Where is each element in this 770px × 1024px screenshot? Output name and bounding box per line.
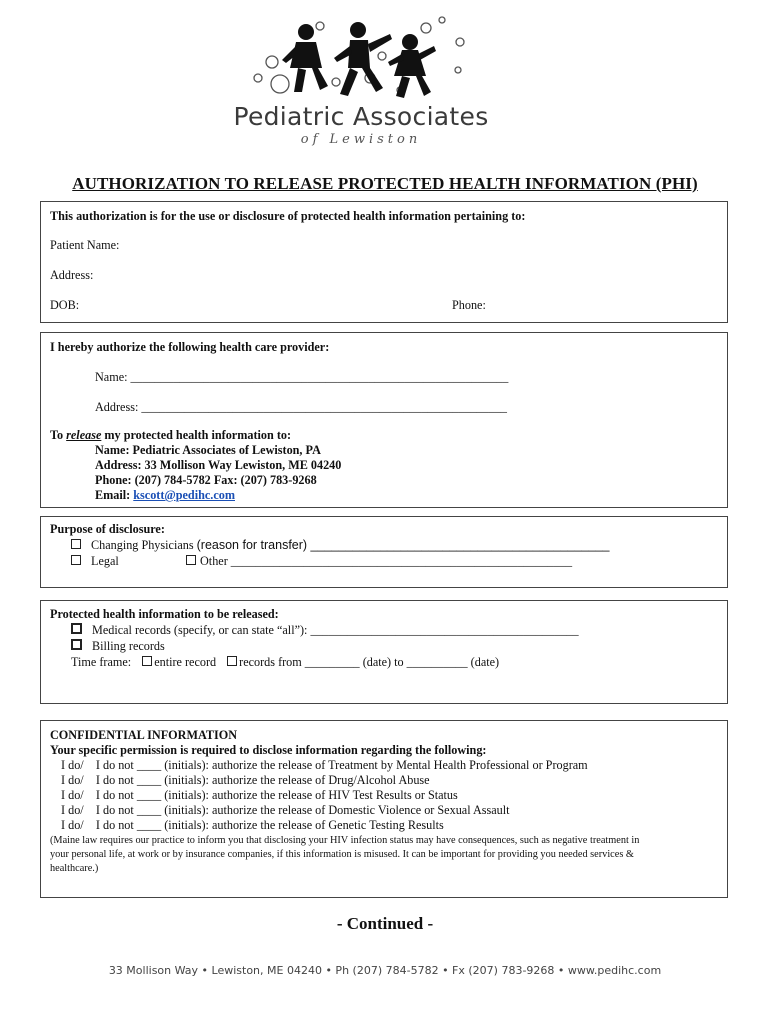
release-to-post: my protected health information to: bbox=[101, 428, 292, 442]
checkbox-legal[interactable] bbox=[71, 555, 81, 565]
email-label: Email: bbox=[95, 488, 134, 502]
document-title: AUTHORIZATION TO RELEASE PROTECTED HEALTH INFORMATION (PHI) bbox=[72, 174, 698, 193]
phi-option-medical-records[interactable] bbox=[71, 623, 579, 638]
reason-for-transfer-field[interactable]: (reason for transfer) ___________________________________________ bbox=[196, 538, 610, 552]
consent-item-drug-alcohol[interactable]: I do/ I do not ____ (initials): authorize the release of Drug/Alcohol Abuse bbox=[61, 773, 430, 787]
purpose-option-changing-physicians[interactable] bbox=[71, 538, 610, 553]
release-word: release bbox=[66, 428, 102, 442]
checkbox-other[interactable] bbox=[186, 555, 196, 565]
purpose-option-legal[interactable] bbox=[71, 554, 119, 569]
confidential-heading: CONFIDENTIAL INFORMATION bbox=[50, 728, 238, 742]
provider-heading: I hereby authorize the following health care provider: bbox=[50, 340, 330, 354]
consent-item-genetic-testing[interactable]: I do/ I do not ____ (initials): authorize the release of Genetic Testing Results bbox=[61, 818, 444, 832]
option-label: Legal bbox=[91, 554, 119, 568]
patient-name-label[interactable]: Patient Name: bbox=[50, 238, 120, 252]
recipient-address: Address: 33 Mollison Way Lewiston, ME 04240 bbox=[95, 458, 342, 472]
footer-address: 33 Mollison Way • Lewiston, ME 04240 • Ph (207) 784-5782 • Fx (207) 783-9268 • www.pedihc.com bbox=[108, 964, 662, 977]
release-to-heading bbox=[50, 428, 291, 443]
option-label: Billing records bbox=[92, 639, 165, 653]
records-from-field[interactable]: records from _________ (date) to __________ (date) bbox=[239, 655, 500, 669]
option-label: entire record bbox=[154, 655, 217, 669]
email-link[interactable]: kscott@pedihc.com bbox=[133, 488, 235, 502]
phi-heading: Protected health information to be released: bbox=[50, 607, 279, 621]
patient-section-intro: This authorization is for the use or disclosure of protected health information pertaining to: bbox=[50, 209, 526, 223]
hiv-note-line-3: healthcare.) bbox=[50, 863, 99, 874]
consent-item-hiv[interactable]: I do/ I do not ____ (initials): authorize the release of HIV Test Results or Status bbox=[61, 788, 458, 802]
option-label: Other ________________________________________________________ bbox=[200, 554, 573, 568]
provider-section bbox=[40, 332, 728, 508]
logo bbox=[220, 12, 500, 152]
patient-info-section bbox=[40, 201, 728, 323]
recipient-email-row bbox=[95, 488, 235, 503]
option-label: Medical records (specify, or can state “all”): ____________________________________________ bbox=[92, 623, 579, 637]
checkbox-records-from[interactable] bbox=[227, 656, 237, 666]
hiv-note-line-1: (Maine law requires our practice to inform you that disclosing your HIV infection status may have consequences, such as negative treatment in bbox=[50, 835, 640, 846]
checkbox-medical-records[interactable] bbox=[71, 623, 82, 634]
confidential-section bbox=[40, 720, 728, 898]
provider-address-field[interactable]: Address: ____________________________________________________________ bbox=[95, 400, 508, 414]
patient-address-label[interactable]: Address: bbox=[50, 268, 94, 282]
checkbox-billing-records[interactable] bbox=[71, 639, 82, 650]
recipient-name: Name: Pediatric Associates of Lewiston, PA bbox=[95, 443, 321, 457]
time-frame-row bbox=[71, 655, 499, 670]
consent-item-mental-health[interactable]: I do/ I do not ____ (initials): authorize the release of Treatment by Mental Health Professional or Program bbox=[61, 758, 588, 772]
time-frame-label: Time frame: bbox=[71, 655, 132, 669]
release-to-pre: To bbox=[50, 428, 67, 442]
children-silhouettes-icon bbox=[220, 12, 500, 104]
confidential-subheading: Your specific permission is required to disclose information regarding the following: bbox=[50, 743, 487, 757]
patient-phone-label[interactable]: Phone: bbox=[452, 298, 486, 312]
logo-name: Pediatric Associates bbox=[233, 102, 489, 131]
purpose-heading: Purpose of disclosure: bbox=[50, 522, 165, 536]
option-label: Changing Physicians bbox=[91, 538, 194, 552]
purpose-option-other[interactable] bbox=[186, 554, 572, 569]
checkbox-entire-record[interactable] bbox=[142, 656, 152, 666]
checkbox-changing-physicians[interactable] bbox=[71, 539, 81, 549]
provider-name-field[interactable]: Name: ______________________________________________________________ bbox=[95, 370, 509, 384]
phi-release-section bbox=[40, 600, 728, 704]
phi-option-billing-records[interactable] bbox=[71, 639, 165, 654]
patient-dob-label[interactable]: DOB: bbox=[50, 298, 80, 312]
hiv-note-line-2: your personal life, at work or by insurance companies, if this information is misused. It can be important for providing you needed services & bbox=[50, 849, 634, 860]
logo-subtitle: of Lewiston bbox=[300, 132, 422, 147]
recipient-phone: Phone: (207) 784-5782 Fax: (207) 783-9268 bbox=[95, 473, 317, 487]
continued-label: - Continued - bbox=[336, 914, 434, 933]
purpose-section bbox=[40, 516, 728, 588]
consent-item-domestic-violence[interactable]: I do/ I do not ____ (initials): authorize the release of Domestic Violence or Sexual Assault bbox=[61, 803, 510, 817]
